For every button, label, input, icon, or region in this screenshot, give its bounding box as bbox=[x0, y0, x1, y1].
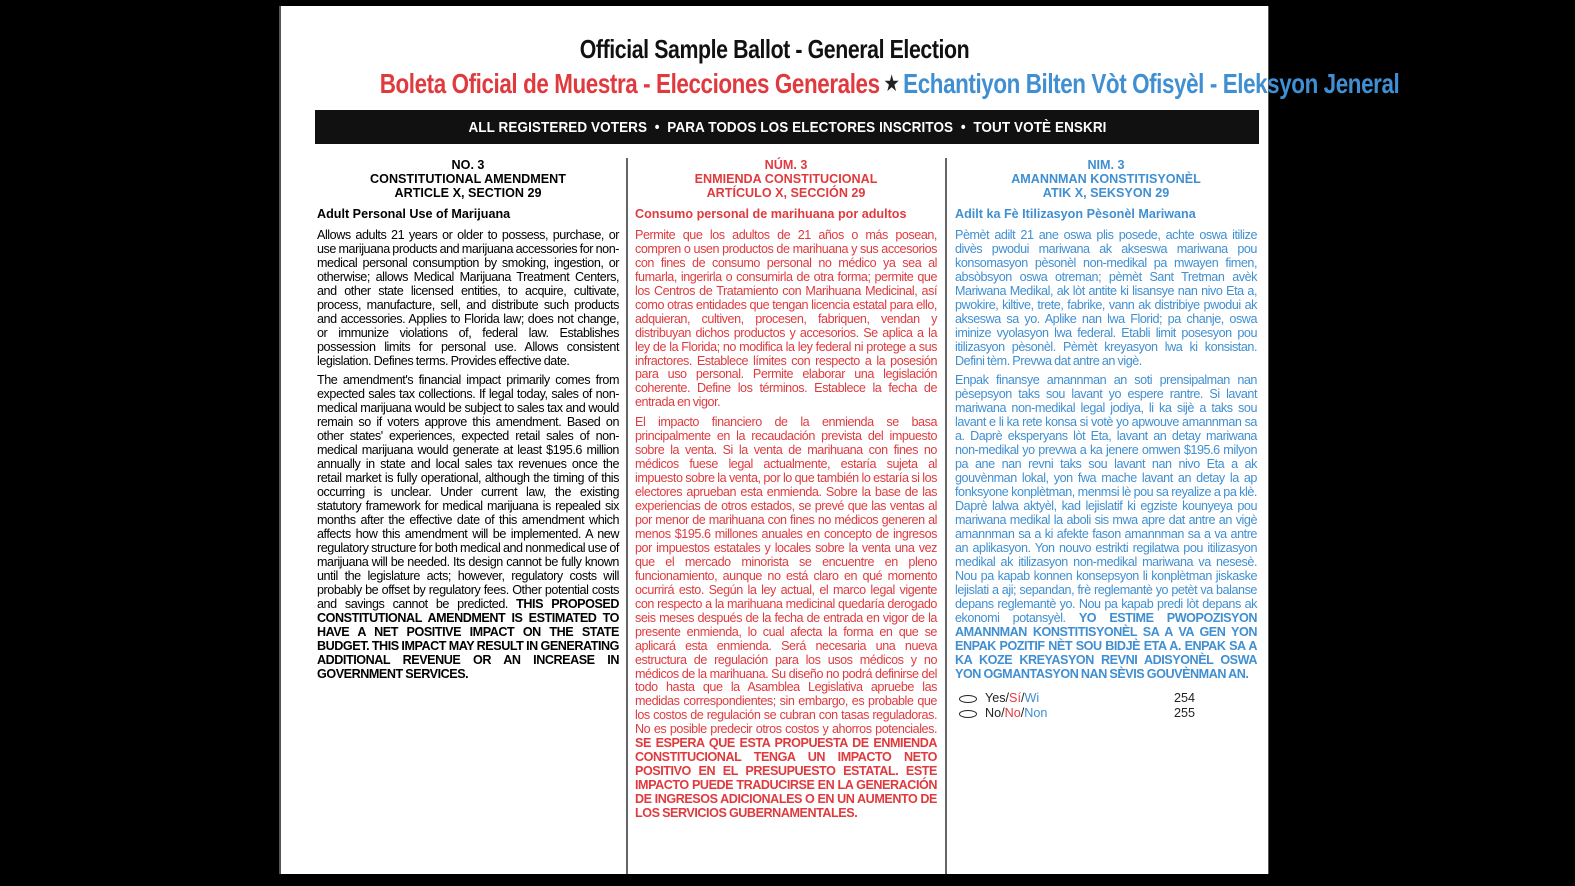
summary-text: Permite que los adultos de 21 años o más posean, compren o usen productos de marihuana y sus accesorios con fines de consumo personal no médico ya sea al fumarla, ingerirla o consumirla de otra forma; permite que los Centros de Tratamiento con Marihuana Medicinal, así como otras entidades que tengan licencia estatal para ello, adquieran, cultiven, procesen, fabriquen, vendan y distribuyan dichos productos y accesorios. Se aplica a la ley de la Florida; no modifica la ley federal ni protege a sus infractores. Establece límites con respecto a la posesión para uso personal. Permite elaborar una legislación coherente. Define los términos. Establece la fecha de entrada en vigor. bbox=[635, 227, 937, 410]
vote-options bbox=[955, 691, 1257, 721]
title-spanish: Boleta Oficial de Muestra - Elecciones Generales bbox=[379, 68, 880, 99]
impact-body: Enpak finansye amannman an soti prensipalman nan pèsepsyon taks sou lavant yo espere rantre. Si lavant mariwana non-medikal legal jodiya, li ka sijè a taks sou lavant e li ka rete konsa si votè yo apwouve amannman sa a. Daprè eksperyans lòt Eta, lavant an detay mariwana non-medikal yo prevwa a ka jenere omwen $195.6 milyon pa ane nan revni taks sou lavant nan nivo Eta a ak gouvènman lokal, yon fwa mache lavant an detay la ap fonksyone konplètman, menmsi lè pou sa reyalize a pa klè. Daprè lalwa aktyèl, kad lejislatif ki egziste kounyeya pou mariwana medikal la aboli sis mwa apre dat antre an vigè amannman sa a ki afekte fason amannman sa a va antre an aplikasyon. Yon nouvo estrikti regilatwa pou itilizasyon medikal ak itilizasyon non-medikal mariwana va nesesè. Nou pa kapab konnen konsepsyon li konplètman jiskaske lejislati a aji; sepandan, frè reglemantè yo petèt va balanse depans reglemantè yo. Nou pa kapab predi lòt depans ak ekonomi potansyèl. bbox=[955, 373, 1257, 625]
amendment-type: ENMIENDA CONSTITUCIONAL bbox=[694, 172, 878, 186]
amendment-subtitle: Adilt ka Fè Itilizasyon Pèsonèl Mariwana bbox=[955, 207, 1196, 221]
amendment-number: NO. 3 bbox=[451, 158, 485, 172]
amendment-type: AMANNMAN KONSTITISYONÈL bbox=[1011, 172, 1201, 186]
no-label-sep: / bbox=[1020, 705, 1025, 720]
amendment-article: ARTICLE X, SECTION 29 bbox=[394, 186, 542, 200]
amendment-subtitle: Consumo personal de marihuana por adultos bbox=[635, 207, 907, 221]
amendment-subtitle: Adult Personal Use of Marijuana bbox=[317, 207, 511, 221]
vote-option-yes[interactable] bbox=[955, 691, 1257, 706]
yes-label-en: Yes/ bbox=[985, 690, 1010, 705]
amendment-type: CONSTITUTIONAL AMENDMENT bbox=[370, 172, 566, 186]
column-spanish bbox=[635, 158, 937, 874]
yes-number: 254 bbox=[1173, 690, 1195, 705]
column-creole bbox=[955, 158, 1257, 874]
title-row-translations bbox=[379, 68, 1400, 100]
no-number: 255 bbox=[1173, 705, 1195, 720]
column-english bbox=[317, 158, 619, 874]
title-english: Official Sample Ballot - General Election bbox=[579, 34, 970, 64]
no-label-ht: Non bbox=[1024, 705, 1048, 720]
voters-banner bbox=[315, 110, 1259, 144]
banner-text: ALL REGISTERED VOTERS • PARA TODOS LOS ELECTORES INSCRITOS • TOUT VOTÈ ENSKRI bbox=[467, 118, 1107, 136]
amendment-number: NÚM. 3 bbox=[764, 158, 808, 172]
vote-option-no[interactable] bbox=[955, 706, 1257, 721]
impact-body: El impacto financiero de la enmienda se basa principalmente en la recaudación prevista del impuesto sobre la venta. Si la venta de marihuana con fines no médicos fuese legal actualmente, estaría sujeta al impuesto sobre la venta, por lo que también lo estaría si los electores aprueban esta enmienda. Sobre la base de las experiencias de otros estados, se prevé que las ventas al por menor de marihuana con fines no médicos generen al menos $195.6 millones anuales en concepto de ingresos por impuestos estatales y locales sobre la venta una vez que el mercado minorista se encuentre en pleno funcionamiento, aunque no está claro en qué momento ocurrirá esto. Según la ley actual, el marco legal vigente con respecto a la marihuana medicinal quedaría derogado seis meses después de la fecha de entrada en vigor de la presente enmienda, lo cual afecta la forma en que se aplicará esta enmienda. Será necesaria una nueva estructura de regulación para los usos médicos y no médicos de la marihuana. Su diseño no podrá definirse del todo hasta que la Asamblea Legislativa apruebe las medidas correspondientes; sin embargo, es probable que los costos de regulación se cubran con tasas reguladoras. No es posible predecir otros costos y ahorros potenciales. bbox=[635, 415, 937, 737]
amendment-number: NIM. 3 bbox=[1087, 158, 1125, 172]
column-divider bbox=[945, 158, 947, 874]
yes-label-ht: Wi bbox=[1024, 690, 1040, 705]
impact-caps: YO ESTIME PWOPOZISYON AMANNMAN KONSTITISYONÈL SA A VA GEN YON ENPAK POZITIF NÈT SOU BIDJÈ ETA A. ENPAK SA A KA KOZE KREYASYON REVNI ADISYONÈL OSWA YON OGMANTASYON NAN SÈVIS GOUVÈNMAN AN. bbox=[955, 610, 1257, 681]
yes-label-es: Sí bbox=[1009, 690, 1021, 705]
amendment-article: ARTÍCULO X, SECCIÓN 29 bbox=[706, 186, 866, 200]
impact-body: The amendment's financial impact primarily comes from expected sales tax collections. If legal today, sales of non-medical marijuana would be subject to sales tax and would remain so if voters approve this amendment. Based on other states' experiences, expected retail sales of non-medical marijuana would generate at least $195.6 million annually in state and local sales tax revenues once the retail market is fully operational, although the timing of this occurring is unclear. Under current law, the existing statutory framework for medical marijuana is repealed six months after the effective date of this amendment which affects how this amendment will be implemented. A new regulatory structure for both medical and nonmedical use of marijuana will be needed. Its design cannot be fully known until the legislature acts; however, regulatory costs will probably be offset by regulatory fees. Other potential costs and savings cannot be predicted. bbox=[317, 373, 619, 611]
impact-caps: THIS PROPOSED CONSTITUTIONAL AMENDMENT IS ESTIMATED TO HAVE A NET POSITIVE IMPACT ON THE STATE BUDGET. THIS IMPACT MAY RESULT IN GENERATING ADDITIONAL REVENUE OR AN INCREASE IN GOVERNMENT SERVICES. bbox=[317, 596, 620, 681]
title-creole: Echantiyon Bilten Vòt Ofisyèl - Eleksyon Jeneral bbox=[903, 68, 1400, 99]
column-divider bbox=[626, 158, 628, 874]
summary-text: Pèmèt adilt 21 ane oswa plis posede, achte oswa itilize divès pwodui mariwana ak akseswa mariwana pou konsomasyon pèsonèl non-medikal pa mwayen fimen, absòbsyon oswa otreman; pèmèt Sant Tretman avèk Mariwana Medikal, ak lòt antite ki lisansye nan nivo Eta a, pwokire, kiltive, trete, fabrike, vann ak distribiye pwodui ak akseswa sa yo. Aplike nan lwa Florid; pa chanje, oswa iminize vyolasyon lwa federal. Etabli limit posesyon pou itilizasyon pèsonèl. Pèmèt kreyasyon lwa ki konsistan. Defini tèm. Prevwa dat antre an vigè. bbox=[955, 227, 1257, 368]
no-label-es: No bbox=[1004, 705, 1021, 720]
star-icon: ★ bbox=[884, 73, 899, 95]
impact-text bbox=[635, 416, 937, 821]
yes-label-sep: / bbox=[1020, 690, 1025, 705]
amendment-article: ATIK X, SEKSYON 29 bbox=[1042, 186, 1170, 200]
summary-text: Allows adults 21 years or older to possess, purchase, or use marijuana products and marijuana accessories for non-medical personal consumption by smoking, ingestion, or otherwise; allows Medical Marijuana Treatment Centers, and other state licensed entities, to acquire, cultivate, process, manufacture, sell, and distribute such products and accessories. Applies to Florida law; does not change, or immunize violations of, federal law. Establishes possession limits for personal use. Allows consistent legislation. Defines terms. Provides effective date. bbox=[317, 227, 619, 368]
impact-text bbox=[955, 374, 1257, 681]
vote-oval-no[interactable] bbox=[959, 710, 977, 718]
impact-caps: SE ESPERA QUE ESTA PROPUESTA DE ENMIENDA CONSTITUCIONAL TENGA UN IMPACTO NETO POSITIVO EN EL PRESUPUESTO ESTATAL. ESTE IMPACTO PUEDE TRADUCIRSE EN LA GENERACIÓN DE INGRESOS ADICIONALES O EN UN AUMENTO DE LOS SERVICIOS GUBERNAMENTALES. bbox=[635, 736, 937, 821]
vote-oval-yes[interactable] bbox=[959, 695, 977, 703]
ballot-page bbox=[279, 6, 1400, 874]
impact-text bbox=[317, 374, 619, 681]
no-label-en: No/ bbox=[985, 705, 1005, 720]
